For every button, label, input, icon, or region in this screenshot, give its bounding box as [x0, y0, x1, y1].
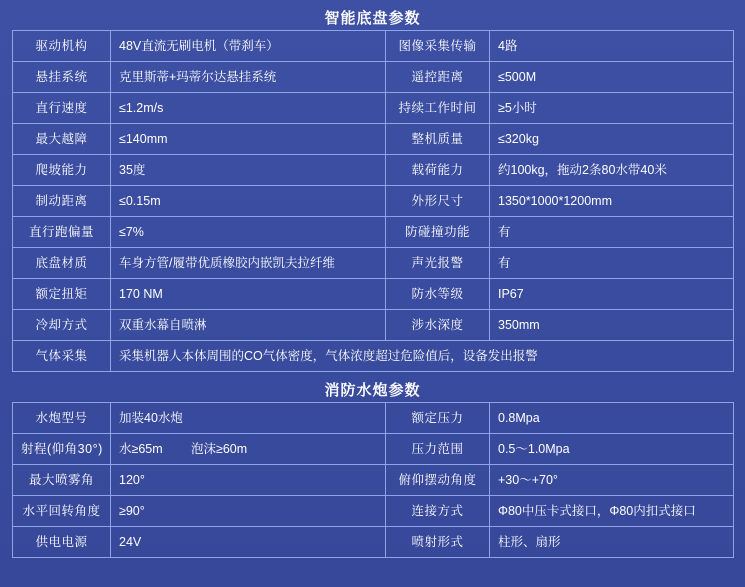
- spec-value: 350mm: [490, 310, 734, 341]
- table-row: [13, 279, 734, 310]
- spec-label: 俯仰摆动角度: [386, 465, 490, 496]
- table-row: [13, 124, 734, 155]
- table-row: [13, 496, 734, 527]
- table-row: [13, 310, 734, 341]
- spec-value: ≤500M: [490, 62, 734, 93]
- spec-label: 气体采集: [13, 341, 111, 372]
- spec-value: 24V: [111, 527, 386, 558]
- spec-value: 120°: [111, 465, 386, 496]
- spec-label: 整机质量: [386, 124, 490, 155]
- spec-label: 爬坡能力: [13, 155, 111, 186]
- cannon-spec-table: [12, 402, 734, 558]
- table-row: [13, 62, 734, 93]
- spec-label: 额定压力: [386, 403, 490, 434]
- table-row: [13, 93, 734, 124]
- spec-value: ≤1.2m/s: [111, 93, 386, 124]
- spec-value: 柱形、扇形: [490, 527, 734, 558]
- spec-value: ≤320kg: [490, 124, 734, 155]
- spec-label: 图像采集传输: [386, 31, 490, 62]
- spec-value: 0.8Mpa: [490, 403, 734, 434]
- spec-value: +30～+70°: [490, 465, 734, 496]
- spec-label: 水平回转角度: [13, 496, 111, 527]
- spec-label: 射程(仰角30°): [13, 434, 111, 465]
- spec-value: ≥5小时: [490, 93, 734, 124]
- table-row: [13, 527, 734, 558]
- spec-label: 最大喷雾角: [13, 465, 111, 496]
- chassis-spec-table: [12, 30, 734, 372]
- spec-label: 悬挂系统: [13, 62, 111, 93]
- table-row: [13, 248, 734, 279]
- table-row: [13, 217, 734, 248]
- spec-value: 1350*1000*1200mm: [490, 186, 734, 217]
- spec-label: 冷却方式: [13, 310, 111, 341]
- spec-value: ≤7%: [111, 217, 386, 248]
- chassis-section-title: 智能底盘参数: [324, 10, 421, 27]
- spec-label: 驱动机构: [13, 31, 111, 62]
- spec-value: 4路: [490, 31, 734, 62]
- cannon-section-title: 消防水炮参数: [324, 382, 421, 399]
- spec-value: 有: [490, 217, 734, 248]
- spec-value: ≥90°: [111, 496, 386, 527]
- table-row: [13, 31, 734, 62]
- spec-label: 载荷能力: [386, 155, 490, 186]
- spec-label: 连接方式: [386, 496, 490, 527]
- spec-label: 底盘材质: [13, 248, 111, 279]
- spec-value: 加装40水炮: [111, 403, 386, 434]
- spec-label: 水炮型号: [13, 403, 111, 434]
- spec-value: 采集机器人本体周围的CO气体密度，气体浓度超过危险值后，设备发出报警: [111, 341, 734, 372]
- spec-label: 压力范围: [386, 434, 490, 465]
- table-row: [13, 155, 734, 186]
- spec-label: 喷射形式: [386, 527, 490, 558]
- spec-label: 最大越障: [13, 124, 111, 155]
- spec-value-split: [111, 434, 386, 465]
- spec-label: 直行跑偏量: [13, 217, 111, 248]
- spec-label: 防水等级: [386, 279, 490, 310]
- spec-label: 外形尺寸: [386, 186, 490, 217]
- spec-label: 遥控距离: [386, 62, 490, 93]
- spec-value: 双重水幕自喷淋: [111, 310, 386, 341]
- spec-value: 48V直流无刷电机（带刹车）: [111, 31, 386, 62]
- spec-value: 车身方管/履带优质橡胶内嵌凯夫拉纤维: [111, 248, 386, 279]
- spec-value: IP67: [490, 279, 734, 310]
- spec-value: 克里斯蒂+玛蒂尔达悬挂系统: [111, 62, 386, 93]
- table-row: [13, 186, 734, 217]
- spec-value: 0.5～1.0Mpa: [490, 434, 734, 465]
- spec-label: 声光报警: [386, 248, 490, 279]
- table-row: [13, 434, 734, 465]
- spec-value-water: 水≥65m: [119, 441, 163, 456]
- table-row: [13, 403, 734, 434]
- spec-value: ≤0.15m: [111, 186, 386, 217]
- spec-label: 直行速度: [13, 93, 111, 124]
- spec-label: 防碰撞功能: [386, 217, 490, 248]
- spec-value: 35度: [111, 155, 386, 186]
- spec-value: 约100kg，拖动2条80水带40米: [490, 155, 734, 186]
- table-row-gas-collection: [13, 341, 734, 372]
- spec-value: 有: [490, 248, 734, 279]
- spec-value: ≤140mm: [111, 124, 386, 155]
- spec-label: 涉水深度: [386, 310, 490, 341]
- spec-value: Φ80中压卡式接口，Φ80内扣式接口: [490, 496, 734, 527]
- table-row: [13, 465, 734, 496]
- spec-label: 持续工作时间: [386, 93, 490, 124]
- spec-label: 额定扭矩: [13, 279, 111, 310]
- spec-value: 170 NM: [111, 279, 386, 310]
- spec-label: 供电电源: [13, 527, 111, 558]
- spec-label: 制动距离: [13, 186, 111, 217]
- spec-value-foam: 泡沫≥60m: [191, 441, 248, 456]
